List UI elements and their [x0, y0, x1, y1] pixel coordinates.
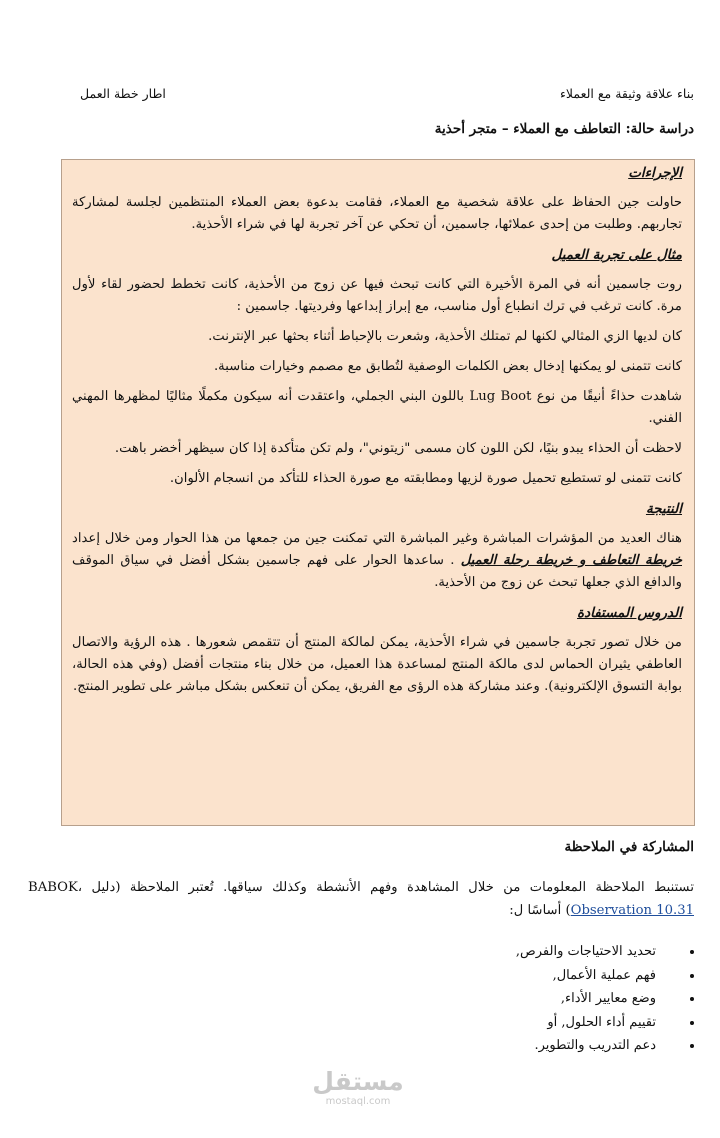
list-item: دعم التدريب والتطوير.	[294, 1034, 674, 1058]
watermark-arabic: مستقل	[312, 1067, 404, 1096]
procedures-paragraph: حاولت جين الحفاظ على علاقة شخصية مع العملاء، فقامت بدعوة بعض العملاء المنتظمين لجلسة لمشاركة تجاربهم. وطلبت من إحدى عملائها، جاسمين، أن تحكي عن آخر تجربة لها في شراء الأحذية.	[72, 195, 682, 232]
result-text-before: هناك العديد من المؤشرات المباشرة وغير المباشرة التي تمكنت جين من جمعها من هذا الحوار ومن خلال إعداد	[72, 531, 682, 546]
case-study-title: دراسة حالة: التعاطف مع العملاء – متجر أحذية	[434, 121, 694, 137]
observation-intro	[28, 876, 694, 922]
lessons-paragraph: من خلال تصور تجربة جاسمين في شراء الأحذية، يمكن لمالكة المنتج أن تتقمص شعورها . هذه الرؤية والاتصال العاطفي يثيران الحماس لدى مالكة المنتج لمساعدة هذا العميل، من خلال بناء منتجات أفضل (وفي هذه الحالة، بوابة التسوق الإلكترونية). وعند مشاركة هذه الرؤى مع الفريق، يمكن أن تنعكس بشكل مباشر على تطوير المنتج.	[72, 635, 682, 694]
example-paragraph: كان لديها الزي المثالي لكنها لم تمتلك الأحذية، وشعرت بالإحباط أثناء بحثها عبر الإنترنت.	[208, 329, 682, 344]
procedures-heading: الإجراءات	[628, 165, 682, 181]
watermark-latin: mostaql.com	[325, 1096, 391, 1107]
result-text-after: . ساعدها الحوار على فهم جاسمين بشكل أفضل في سياق الموقف والدافع الذي جعلها تبحث عن زوج من الأحذية.	[72, 553, 682, 590]
example-paragraph: كانت تتمنى لو يمكنها إدخال بعض الكلمات الوصفية لتُطابق مع مصمم وخيارات مناسبة.	[213, 359, 682, 374]
example-paragraph: روت جاسمين أنه في المرة الأخيرة التي كانت تبحث فيها عن زوج من الأحذية، كانت تخطط لحضور لقاء لأول مرة. كانت ترغب في ترك انطباع أول مناسب، مع إبراز إبداعها وفرديتها. جاسمين :	[72, 277, 682, 314]
example-heading: مثال على تجربة العميل	[551, 247, 682, 263]
lessons-heading: الدروس المستفادة	[577, 605, 682, 621]
list-item: تقييم أداء الحلول, أو	[294, 1011, 674, 1035]
empathy-map-emphasis: خريطة التعاطف و خريطة رحلة العميل	[460, 553, 682, 568]
example-paragraph: شاهدت حذاءً أنيقًا من نوع Lug Boot باللون البني الجملي، واعتقدت أنه سيكون مكملًا مثاليًا لمظهرها المهني الفني.	[72, 389, 682, 426]
header-left-text: اطار خطة العمل	[80, 86, 166, 101]
observation-intro-before: تستنبط الملاحظة المعلومات من خلال المشاهدة وفهم الأنشطة وكذلك سياقها. تُعتبر الملاحظة (دليل BABOK،	[28, 880, 694, 895]
result-heading: النتيجة	[645, 501, 682, 517]
observation-list	[294, 940, 674, 1058]
page-header	[80, 86, 694, 101]
result-paragraph	[72, 528, 682, 594]
list-item: تحديد الاحتياجات والفرص,	[294, 940, 674, 964]
example-paragraph: لاحظت أن الحذاء يبدو بنيًا، لكن اللون كان مسمى "زيتوني"، ولم تكن متأكدة إذا كان سيظهر أخضر باهت.	[114, 441, 682, 456]
example-paragraph: كانت تتمنى لو تستطيع تحميل صورة لزيها ومطابقته مع صورة الحذاء للتأكد من انسجام الألوان.	[169, 471, 682, 486]
observation-reference-link[interactable]: Observation 10.31	[570, 903, 694, 918]
mostaql-watermark	[308, 1068, 408, 1108]
observation-heading: المشاركة في الملاحظة	[564, 839, 694, 855]
observation-intro-after: ) أساسًا ل:	[509, 903, 571, 918]
list-item: فهم عملية الأعمال,	[294, 964, 674, 988]
case-study-box	[61, 159, 695, 826]
header-right-text: بناء علاقة وثيقة مع العملاء	[560, 86, 694, 101]
list-item: وضع معايير الأداء,	[294, 987, 674, 1011]
